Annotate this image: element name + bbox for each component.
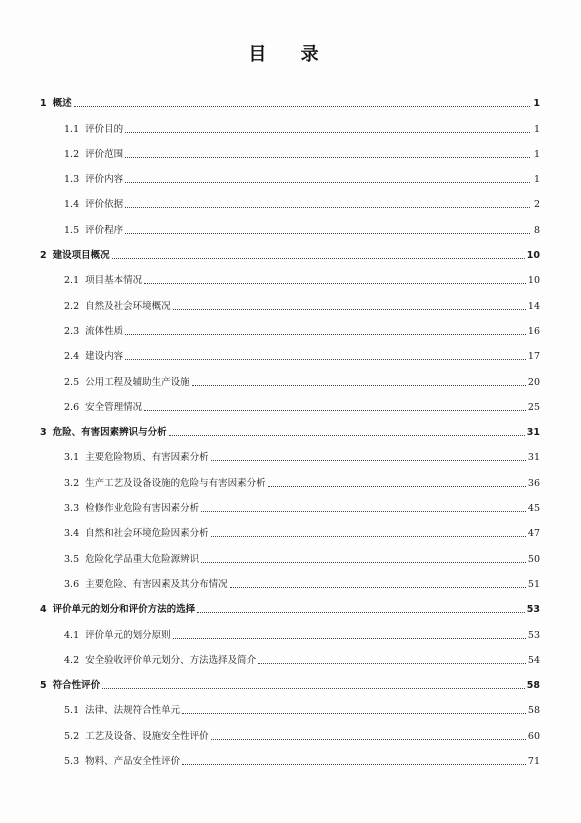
toc-section-entry[interactable] [40, 540, 540, 565]
toc-section-entry[interactable] [40, 389, 540, 414]
toc-dot-leader [102, 688, 525, 689]
toc-entry-number: 4 [40, 604, 47, 616]
toc-entry-page-number: 8 [533, 224, 540, 236]
toc-entry-label: 评价单元的划分原则 [85, 629, 171, 641]
toc-dot-leader [173, 638, 526, 639]
toc-entry-label: 符合性评价 [52, 680, 101, 692]
toc-entry-number: 3.3 [64, 503, 80, 515]
toc-entry-number: 5.1 [64, 705, 80, 717]
toc-entry-label: 自然及社会环境概况 [85, 300, 171, 312]
toc-dot-leader [144, 410, 526, 411]
toc-entry-label: 危险化学品重大危险源辨识 [85, 553, 200, 565]
toc-entry-number: 1.1 [64, 123, 80, 135]
toc-entry-number: 1.3 [64, 174, 80, 186]
toc-dot-leader [211, 739, 526, 740]
toc-entry-page-number: 51 [527, 578, 540, 590]
toc-dot-leader [197, 612, 525, 613]
toc-entry-page-number: 31 [526, 427, 540, 439]
toc-entry-number: 3.6 [64, 578, 80, 590]
toc-section-entry[interactable] [40, 110, 540, 135]
toc-entry-label: 项目基本情况 [85, 275, 143, 287]
toc-entry-page-number: 53 [526, 604, 540, 616]
toc-entry-page-number: 53 [527, 629, 540, 641]
toc-entry-page-number: 10 [527, 275, 540, 287]
toc-entry-page-number: 58 [526, 680, 540, 692]
toc-entry-label: 主要危险物质、有害因素分析 [85, 452, 209, 464]
toc-entry-number: 5 [40, 680, 47, 692]
toc-entry-label: 生产工艺及设备设施的危险与有害因素分析 [85, 477, 266, 489]
toc-section-entry[interactable] [40, 136, 540, 161]
toc-chapter-entry[interactable] [40, 237, 540, 262]
toc-entry-number: 1.4 [64, 199, 80, 211]
toc-entry-number: 2.2 [64, 300, 80, 312]
toc-entry-page-number: 1 [533, 174, 540, 186]
toc-section-entry[interactable] [40, 566, 540, 591]
toc-dot-leader [211, 536, 526, 537]
toc-entry-page-number: 1 [533, 123, 540, 135]
toc-dot-leader [258, 663, 526, 664]
toc-entry-label: 建设项目概况 [52, 250, 110, 262]
toc-section-entry[interactable] [40, 262, 540, 287]
toc-entry-number: 1.5 [64, 224, 80, 236]
toc-dot-leader [144, 283, 526, 284]
toc-dot-leader [182, 764, 526, 765]
toc-entry-number: 2 [40, 250, 47, 262]
toc-dot-leader [211, 460, 526, 461]
toc-chapter-entry[interactable] [40, 591, 540, 616]
toc-entry-page-number: 20 [527, 376, 540, 388]
toc-entry-page-number: 16 [527, 325, 540, 337]
toc-entry-number: 3.5 [64, 553, 80, 565]
toc-section-entry[interactable] [40, 692, 540, 717]
toc-dot-leader [268, 486, 526, 487]
toc-dot-leader [169, 435, 525, 436]
toc-dot-leader [125, 132, 530, 133]
toc-entry-number: 2.1 [64, 275, 80, 287]
toc-entry-page-number: 54 [527, 654, 540, 666]
toc-section-entry[interactable] [40, 515, 540, 540]
toc-dot-leader [173, 309, 526, 310]
toc-entry-page-number: 31 [527, 452, 540, 464]
toc-entry-label: 评价依据 [85, 199, 124, 211]
toc-entry-label: 评价范围 [85, 148, 124, 160]
toc-dot-leader [74, 106, 530, 107]
toc-section-entry[interactable] [40, 363, 540, 388]
toc-entry-label: 建设内容 [85, 351, 124, 363]
toc-entry-page-number: 2 [533, 199, 540, 211]
toc-section-entry[interactable] [40, 313, 540, 338]
toc-section-entry[interactable] [40, 338, 540, 363]
toc-entry-label: 自然和社会环境危险因素分析 [85, 528, 209, 540]
toc-section-entry[interactable] [40, 439, 540, 464]
toc-entry-number: 3.1 [64, 452, 80, 464]
toc-section-entry[interactable] [40, 616, 540, 641]
toc-entry-number: 1 [40, 98, 47, 110]
toc-dot-leader [125, 359, 526, 360]
toc-entry-page-number: 1 [533, 98, 540, 110]
toc-dot-leader [125, 207, 530, 208]
toc-chapter-entry[interactable] [40, 414, 540, 439]
toc-entry-label: 安全验收评价单元划分、方法选择及简介 [85, 654, 257, 666]
toc-entry-page-number: 45 [527, 503, 540, 515]
toc-chapter-entry[interactable] [40, 85, 540, 110]
toc-entry-page-number: 50 [527, 553, 540, 565]
toc-entry-label: 概述 [52, 98, 72, 110]
toc-dot-leader [125, 233, 530, 234]
toc-entry-number: 5.3 [64, 756, 80, 768]
toc-entry-label: 工艺及设备、设施安全性评价 [85, 730, 209, 742]
toc-section-entry[interactable] [40, 464, 540, 489]
toc-section-entry[interactable] [40, 287, 540, 312]
toc-entry-page-number: 1 [533, 148, 540, 160]
table-of-contents [40, 85, 540, 768]
toc-dot-leader [230, 587, 526, 588]
toc-dot-leader [112, 258, 525, 259]
toc-entry-label: 评价内容 [85, 174, 124, 186]
toc-entry-label: 危险、有害因素辨识与分析 [52, 427, 167, 439]
toc-entry-page-number: 17 [527, 351, 540, 363]
toc-entry-label: 评价程序 [85, 224, 124, 236]
toc-dot-leader [125, 334, 526, 335]
toc-section-entry[interactable] [40, 211, 540, 236]
toc-dot-leader [182, 713, 526, 714]
toc-section-entry[interactable] [40, 490, 540, 515]
toc-section-entry[interactable] [40, 186, 540, 211]
toc-section-entry[interactable] [40, 161, 540, 186]
toc-entry-label: 评价单元的划分和评价方法的选择 [52, 604, 196, 616]
toc-entry-label: 法律、法规符合性单元 [85, 705, 181, 717]
toc-entry-page-number: 10 [526, 250, 540, 262]
toc-dot-leader [125, 157, 530, 158]
toc-dot-leader [201, 562, 526, 563]
toc-dot-leader [125, 182, 530, 183]
toc-dot-leader [192, 385, 526, 386]
toc-entry-label: 检修作业危险有害因素分析 [85, 503, 200, 515]
toc-entry-number: 1.2 [64, 148, 80, 160]
toc-entry-page-number: 36 [527, 477, 540, 489]
toc-entry-page-number: 47 [527, 528, 540, 540]
toc-dot-leader [201, 511, 526, 512]
toc-section-entry[interactable] [40, 743, 540, 768]
toc-entry-number: 2.3 [64, 325, 80, 337]
toc-entry-number: 2.6 [64, 401, 80, 413]
toc-section-entry[interactable] [40, 717, 540, 742]
toc-entry-page-number: 71 [527, 756, 540, 768]
toc-entry-label: 安全管理情况 [85, 401, 143, 413]
toc-entry-page-number: 58 [527, 705, 540, 717]
toc-entry-label: 物料、产品安全性评价 [85, 756, 181, 768]
toc-chapter-entry[interactable] [40, 667, 540, 692]
toc-entry-number: 3 [40, 427, 47, 439]
toc-entry-number: 2.5 [64, 376, 80, 388]
toc-entry-number: 2.4 [64, 351, 80, 363]
toc-entry-number: 3.2 [64, 477, 80, 489]
toc-entry-label: 流体性质 [85, 325, 124, 337]
toc-entry-page-number: 60 [527, 730, 540, 742]
toc-entry-number: 4.2 [64, 654, 80, 666]
toc-entry-label: 公用工程及辅助生产设施 [85, 376, 190, 388]
toc-entry-label: 评价目的 [85, 123, 124, 135]
toc-entry-number: 4.1 [64, 629, 80, 641]
toc-entry-number: 5.2 [64, 730, 80, 742]
toc-entry-number: 3.4 [64, 528, 80, 540]
page-title: 目 录 [248, 44, 333, 65]
toc-entry-label: 主要危险、有害因素及其分布情况 [85, 578, 228, 590]
toc-entry-page-number: 14 [527, 300, 540, 312]
toc-section-entry[interactable] [40, 642, 540, 667]
toc-entry-page-number: 25 [527, 401, 540, 413]
